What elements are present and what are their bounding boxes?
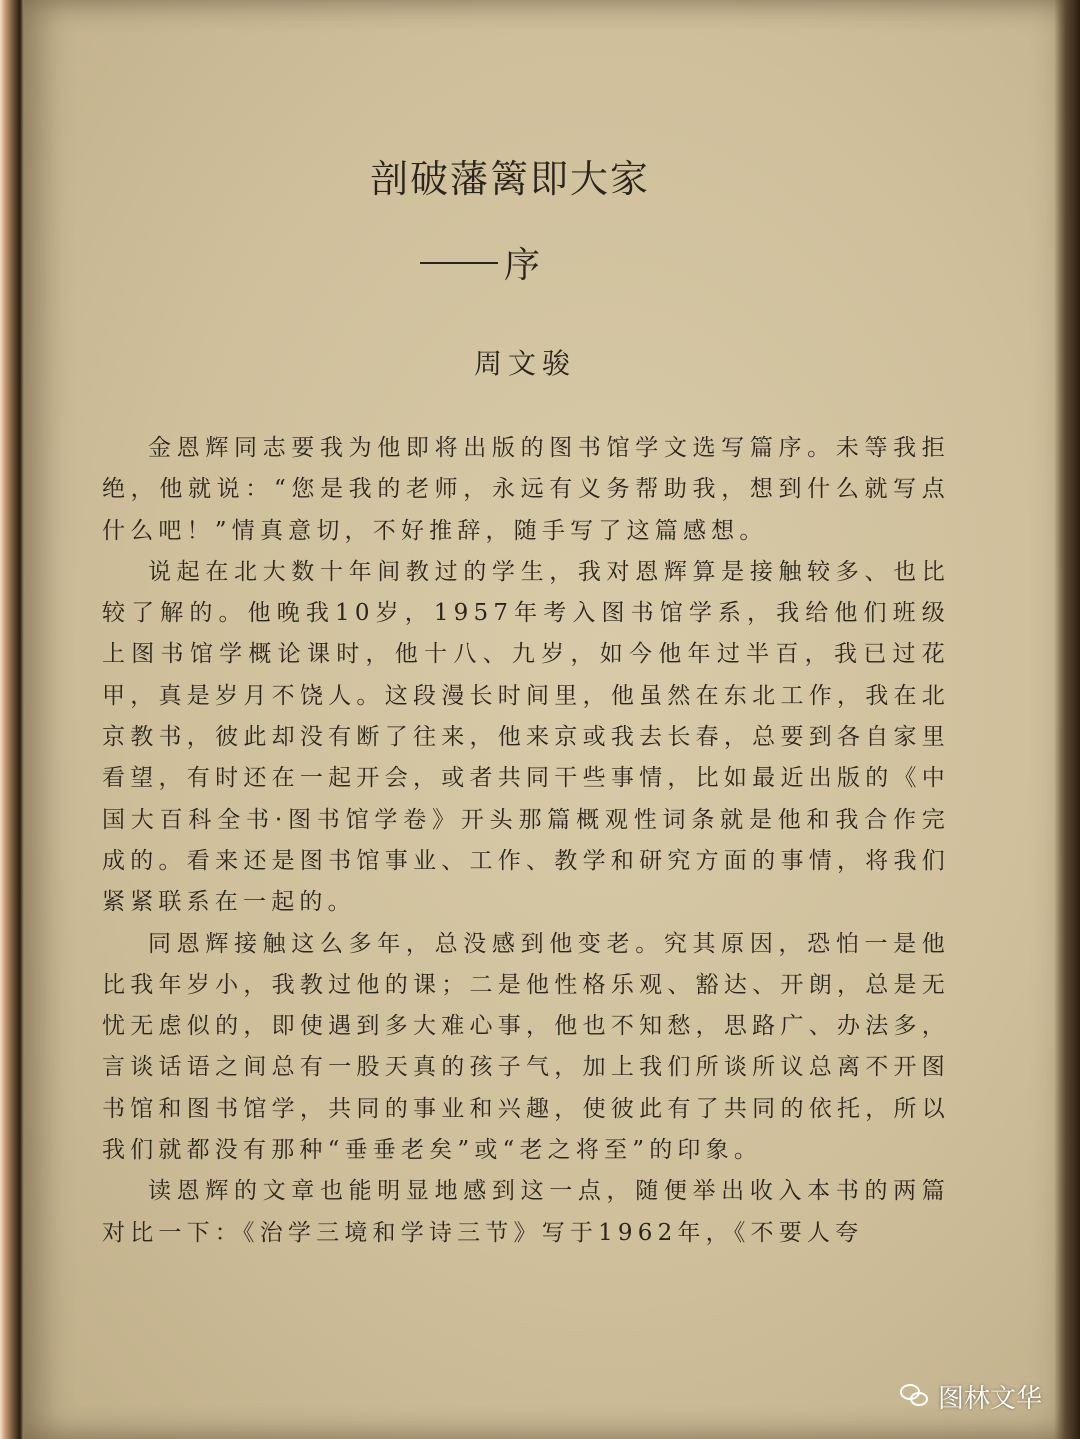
watermark: [900, 1378, 1042, 1415]
em-dash-rule: [420, 262, 498, 264]
body-text: [102, 428, 950, 1254]
paragraph: 说起在北大数十年间教过的学生，我对恩辉算是接触较多、也比较了解的。他晚我10岁，1957年考入图书馆学系，我给他们班级上图书馆学概论课时，他十八、九岁，如今他年过半百，我已过花甲，真是岁月不饶人。这段漫长时间里，他虽然在东北工作，我在北京教书，彼此却没有断了往来，他来京或我去长春，总要到各自家里看望，有时还在一起开会，或者共同干些事情，比如最近出版的《中国大百科全书·图书馆学卷》开头那篇概观性词条就是他和我合作完成的。看来还是图书馆事业、工作、教学和研究方面的事情，将我们紧紧联系在一起的。: [102, 558, 950, 916]
watermark-label: 图林文华: [937, 1384, 1042, 1414]
subtitle-text: 序: [504, 245, 541, 286]
paragraph: 读恩辉的文章也能明显地感到这一点，随便举出收入本书的两篇对比一下：《治学三境和学诗三节》写于1962年，《不要人夸: [102, 1178, 950, 1246]
chapter-subtitle: [420, 237, 540, 288]
author-name: 周文骏: [474, 347, 577, 380]
paragraph: 同恩辉接触这么多年，总没感到他变老。究其原因，恐怕一是他比我年岁小，我教过他的课；二是他性格乐观、豁达、开朗，总是无忧无虑似的，即使遇到多大难心事，他也不知愁，思路广、办法多，言谈话语之间总有一股天真的孩子气，加上我们所谈所议总离不开图书馆和图书馆学，共同的事业和兴趣，使彼此有了共同的依托，所以我们就都没有那种“垂垂老矣”或“老之将至”的印象。: [102, 930, 950, 1164]
paragraph: 金恩辉同志要我为他即将出版的图书馆学文选写篇序。未等我拒绝，他就说：“您是我的老师，永远有义务帮助我，想到什么就写点什么吧！”情真意切，不好推辞，随手写了这篇感想。: [102, 435, 950, 544]
chapter-title: 剖破藩篱即大家: [370, 157, 651, 201]
page-right-edge: [1054, 0, 1080, 1439]
book-spine-edge: [0, 0, 26, 1439]
wechat-icon: [900, 1384, 930, 1410]
